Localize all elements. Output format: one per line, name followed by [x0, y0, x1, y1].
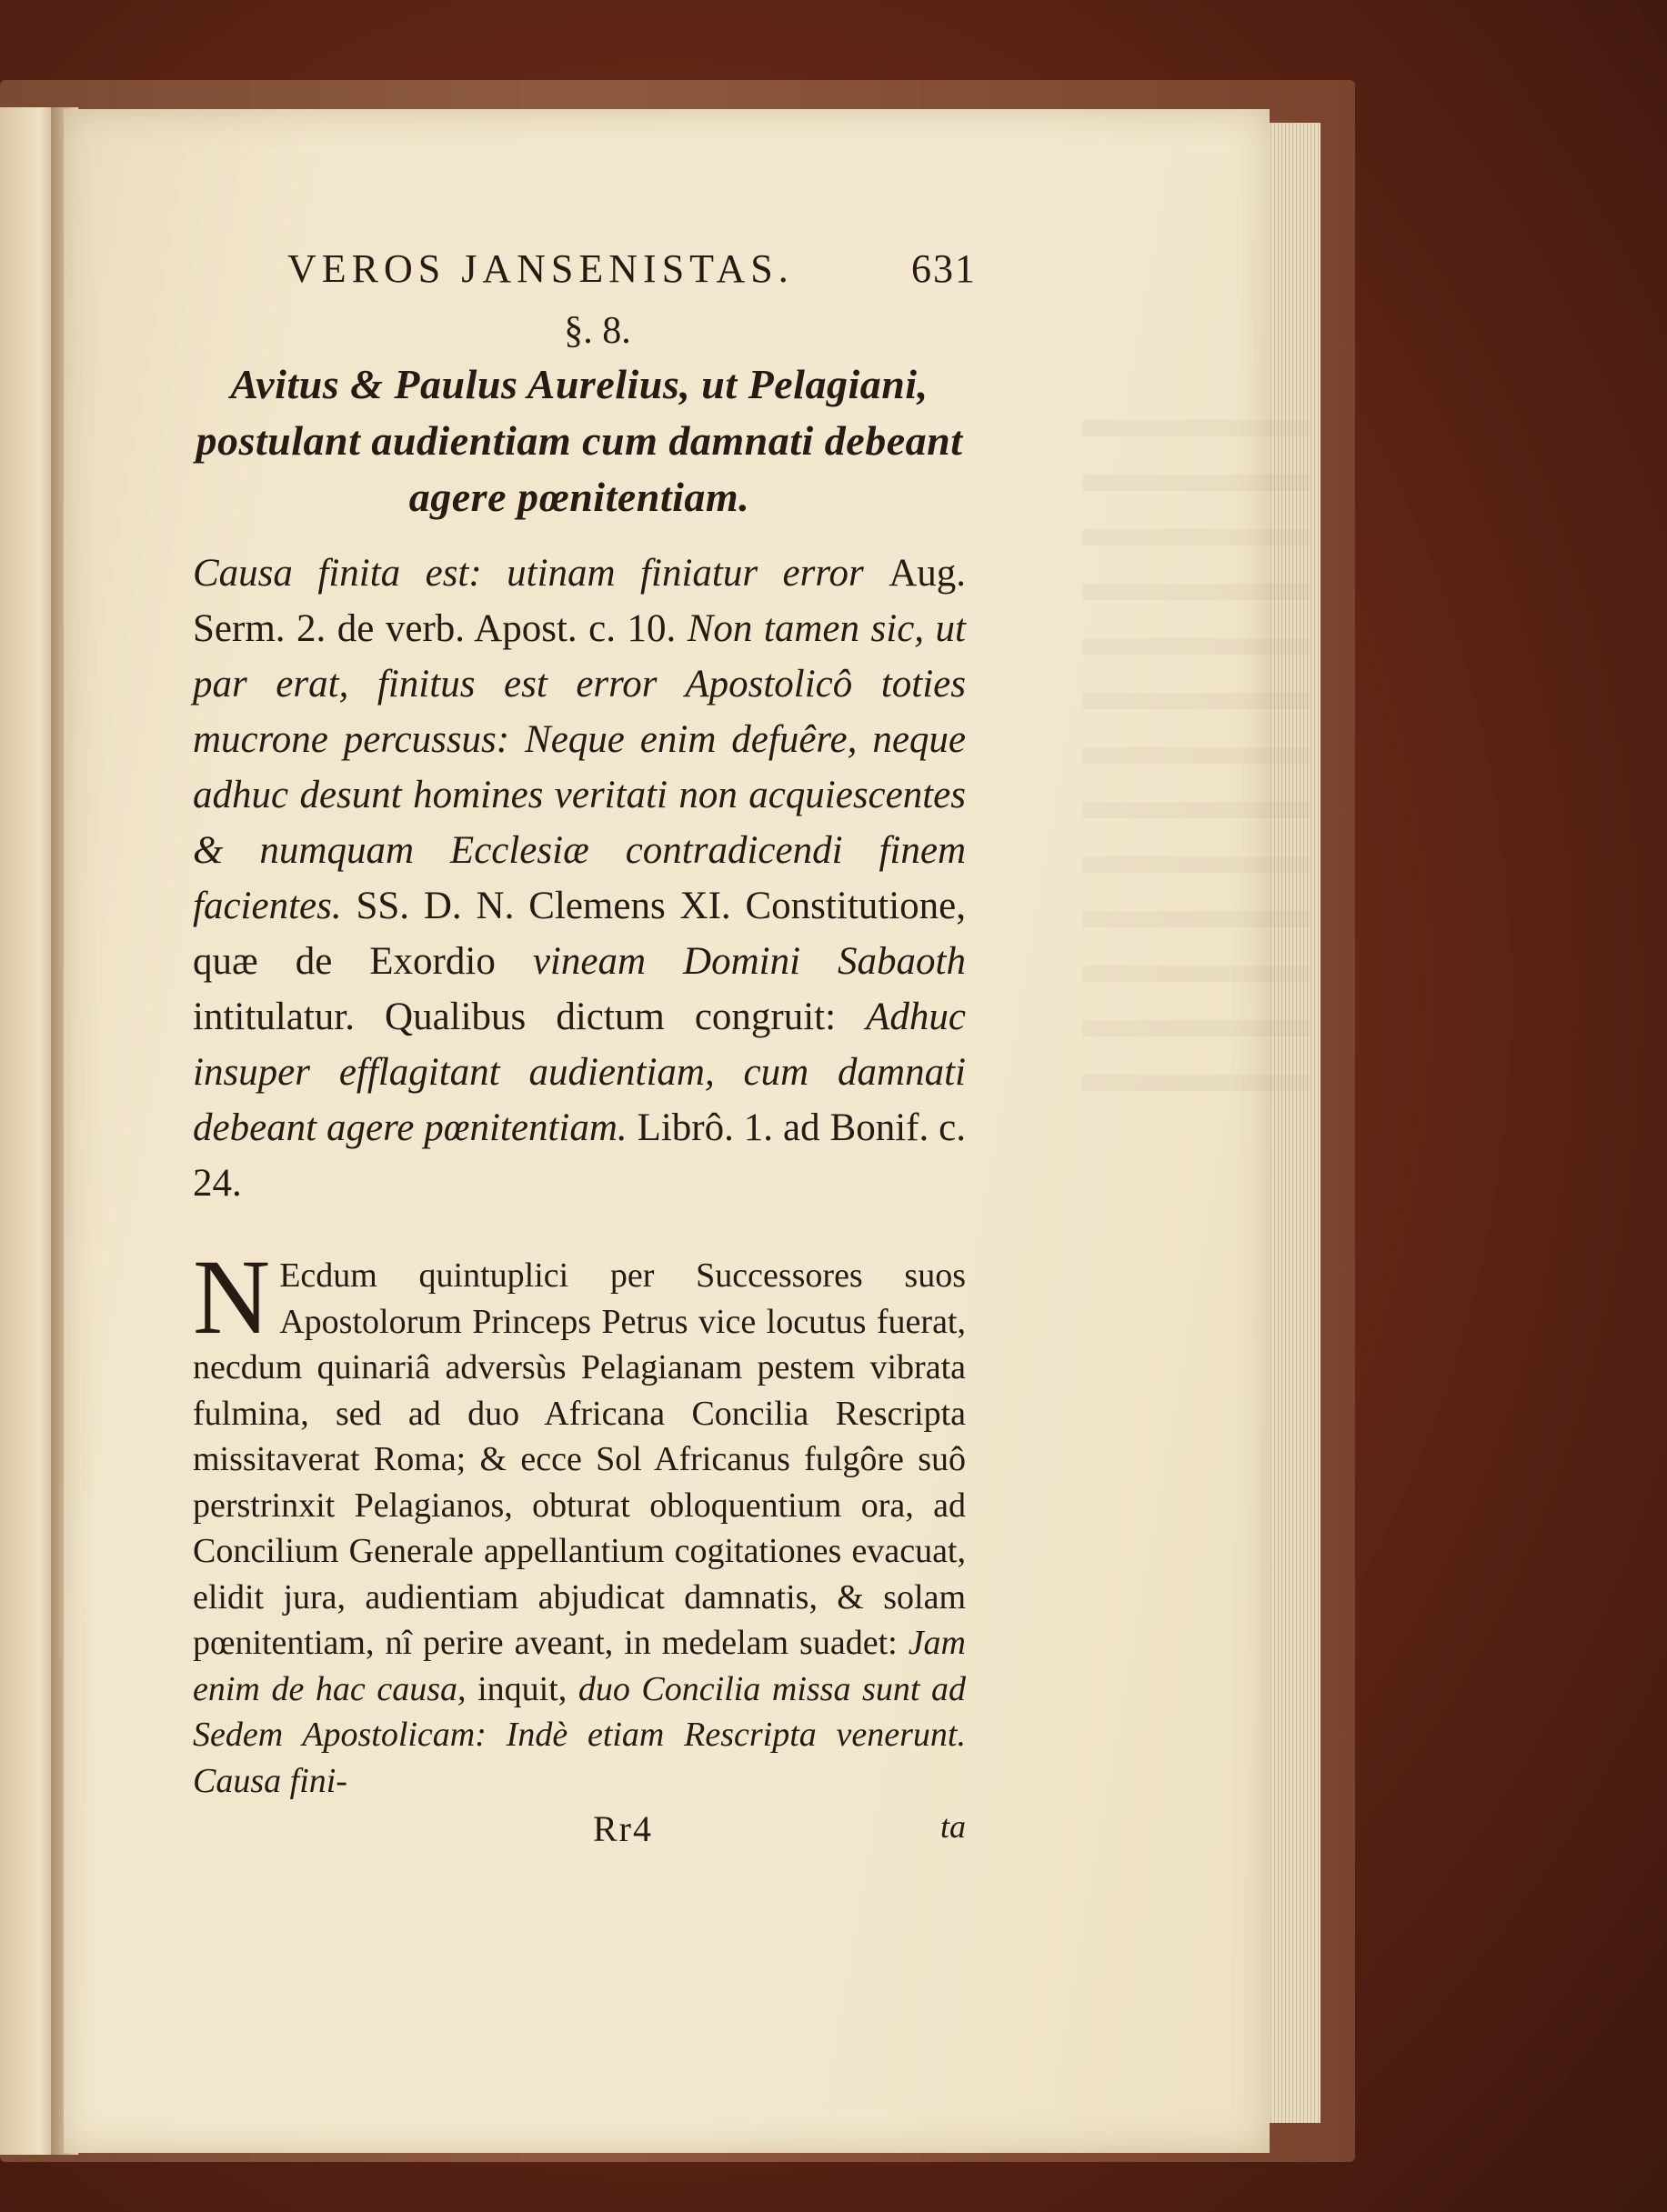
page-footer: [193, 1807, 966, 1853]
body-segment: duo Concilia missa sunt ad Sedem Apostolicam: Indè etiam Rescripta venerunt. Causa fini-: [193, 1669, 966, 1800]
left-page-edge: [0, 107, 56, 2155]
epigraph-segment: Causa finita est: utinam finiatur error: [193, 552, 889, 595]
section-heading: Avitus & Paulus Aurelius, ut Pelagiani, postulant audientiam cum damnati debeant agere pœnitentiam.: [196, 361, 963, 520]
epigraph-segment: intitulatur. Qualibus dictum congruit:: [193, 996, 867, 1038]
epigraph-segment: Aug. Serm. 2. de verb. Apost. c. 10.: [193, 552, 966, 650]
body-segment: Jam enim de hac causa,: [193, 1624, 966, 1708]
page-text: [193, 245, 977, 1853]
epigraph-paragraph: [193, 545, 966, 1211]
section-number: §. 8.: [564, 310, 631, 352]
signature-mark: Rr4: [593, 1808, 653, 1849]
body-paragraph: [193, 1237, 966, 1804]
body-segment: Ecdum quintuplici per Successores suos Apostolorum Princeps Petrus vice locutus fuerat, necdum quinariâ adversùs Pelagianam pestem vibrata fulmina, sed ad duo Africana Concilia Rescripta missitaverat Roma; & ecce Sol Africanus fulgôre suô perstrinxit Pelagianos, obturat obloquentium ora, ad Concilium Generale appellantium cogitationes evacuat, elidit jura, audientiam abjudicat damnatis, & solam pœnitentiam, nî perire aveant, in medelam suadet:: [193, 1256, 966, 1662]
epigraph-segment: SS. D. N. Clemens XI. Constitutione, quæ de Exordio: [193, 885, 966, 983]
page-number: 631: [911, 246, 977, 291]
epigraph-segment: Librô. 1. ad Bonif. c. 24.: [193, 1106, 966, 1205]
epigraph-segment: vineam Domini Sabaoth: [532, 940, 966, 983]
drop-cap: N: [193, 1237, 271, 1356]
running-title: VEROS JANSENISTAS.: [287, 246, 794, 291]
catchword: ta: [939, 1808, 966, 1845]
body-segment: inquit,: [466, 1669, 578, 1708]
show-through-text: [1082, 400, 1310, 1091]
epigraph-segment: Adhuc insuper efflagitant audientiam, cum damnati debeant agere pœnitentiam.: [193, 996, 966, 1149]
running-head: [193, 245, 977, 300]
epigraph-segment: Non tamen sic, ut par erat, finitus est error Apostolicô toties mucrone percussus: Neque enim defuêre, neque adhuc desunt homines veritati non acquiescentes & numquam Ecclesiæ contradicendi finem facientes.: [193, 607, 966, 927]
